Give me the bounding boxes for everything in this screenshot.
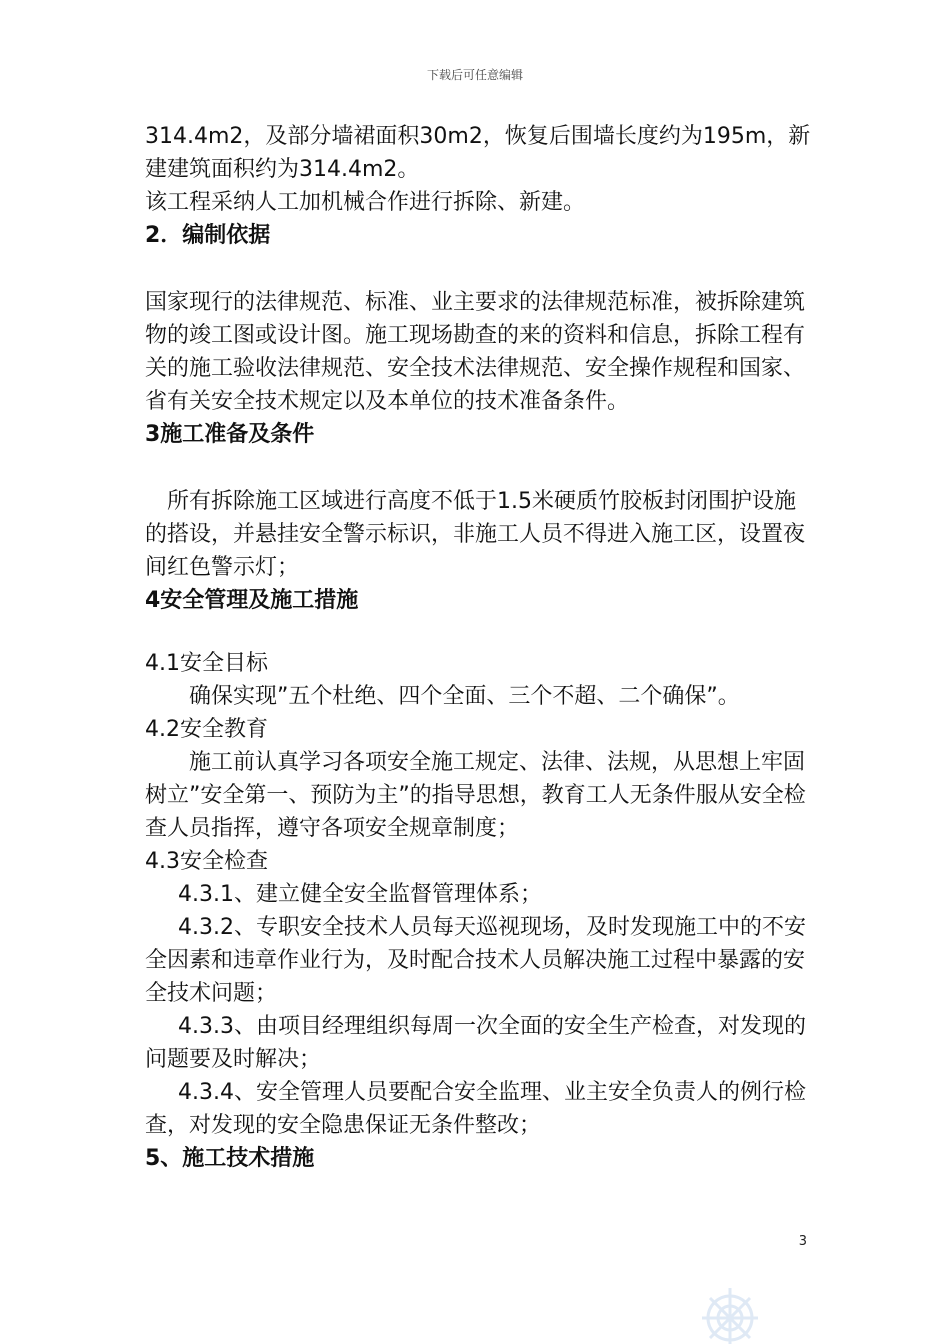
page-header: 下载后可任意编辑 (426, 68, 523, 82)
paragraph: 4.3.1、建立健全安全监督管理体系； (178, 882, 542, 907)
subsection-heading: 4.2安全教育 (145, 717, 268, 742)
paragraph: 国家现行的法律规范、标准、业主要求的法律规范标准，被拆除建筑物的竣工图或设计图。施工现场勘查的来的资料和信息，拆除工程有关的施工验收法律规范、安全技术法律规范、安全操作规程和国家、省有关安全技术规定以及本单位的技术准备条件。 (145, 290, 806, 414)
section-heading: 5、施工技术措施 (145, 1146, 315, 1171)
paragraph: 4.3.4、安全管理人员要配合安全监理、业主安全负责人的例行检查，对发现的安全隐患保证无条件整改； (145, 1080, 806, 1138)
page-number: 3 (798, 1234, 807, 1249)
section-heading: 3施工准备及条件 (145, 422, 315, 447)
paragraph: 该工程采纳人工加机械合作进行拆除、新建。 (145, 190, 586, 215)
paragraph: 4.3.3、由项目经理组织每周一次全面的安全生产检查，对发现的问题要及时解决； (145, 1014, 806, 1072)
paragraph: 施工前认真学习各项安全施工规定、法律、法规，从思想上牢固树立”安全第一、预防为主”的指导思想，教育工人无条件服从安全检查人员指挥，遵守各项安全规章制度； (145, 750, 806, 841)
section-heading: 4安全管理及施工措施 (145, 588, 359, 613)
paragraph: 314.4m2，及部分墙裙面积30m2，恢复后围墙长度约为195m，新建建筑面积约为314.4m2。 (145, 124, 811, 182)
paragraph: 4.3.2、专职安全技术人员每天巡视现场，及时发现施工中的不安全因素和违章作业行为，及时配合技术人员解决施工过程中暴露的安全技术问题； (145, 915, 806, 1006)
section-heading: 2．编制依据 (145, 223, 271, 248)
snowflake-logo-icon (690, 1278, 770, 1344)
paragraph: 确保实现”五个杜绝、四个全面、三个不超、二个确保”。 (189, 684, 740, 709)
subsection-heading: 4.3安全检查 (145, 849, 268, 874)
paragraph: 所有拆除施工区域进行高度不低于1.5米硬质竹胶板封闭围护设施的搭设，并悬挂安全警示标识，非施工人员不得进入施工区，设置夜间红色警示灯； (145, 489, 806, 580)
document-body (145, 120, 815, 1175)
subsection-heading: 4.1安全目标 (145, 651, 268, 676)
